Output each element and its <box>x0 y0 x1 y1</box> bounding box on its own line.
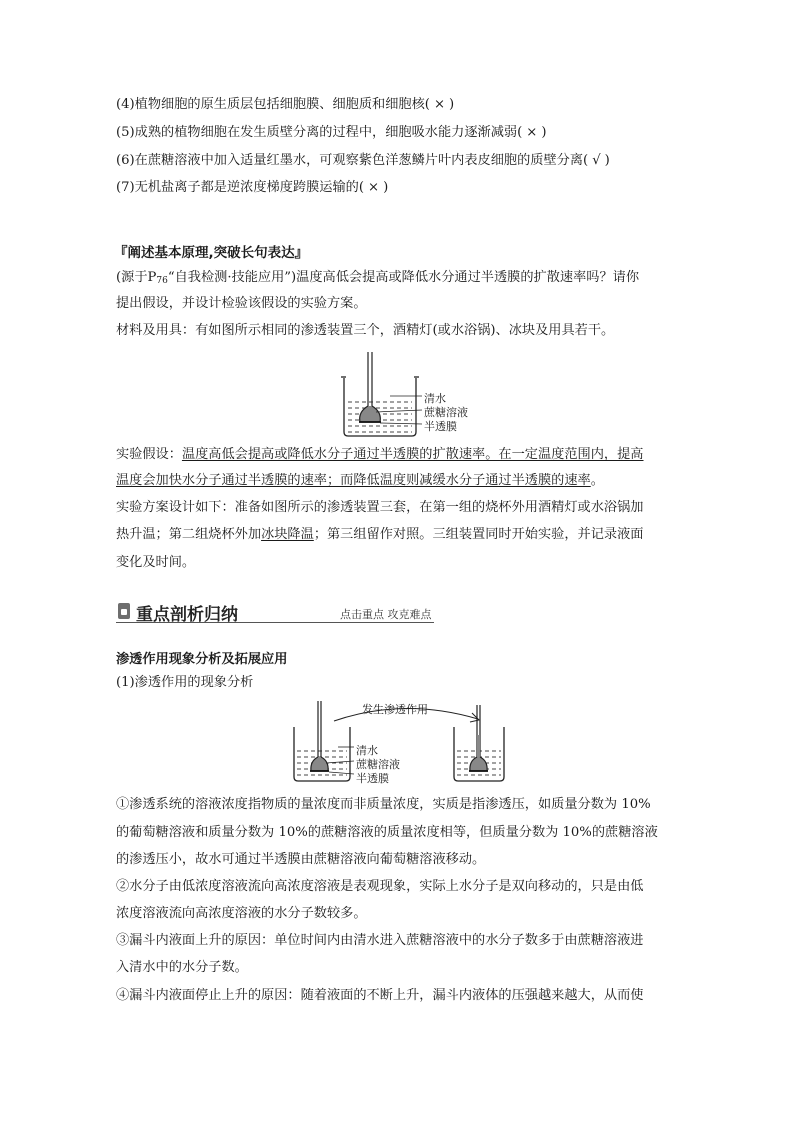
figure-label-membrane: 半透膜 <box>356 772 389 785</box>
plan-line-3: 变化及时间。 <box>116 555 196 570</box>
section-banner <box>116 600 434 623</box>
arrow-label: 发生渗透作用 <box>362 703 428 716</box>
plan-line-1: 实验方案设计如下：准备如图所示的渗透装置三套，在第一组的烧杯外用酒精灯或水浴锅加 <box>116 500 644 515</box>
analysis-line: 的渗透压小，故水可通过半透膜由蔗糖溶液向葡萄糖溶液移动。 <box>116 852 486 867</box>
bookmark-icon <box>118 603 130 619</box>
topic-heading: 渗透作用现象分析及拓展应用 <box>116 652 288 667</box>
materials-line: 材料及用具：有如图所示相同的渗透装置三个，酒精灯(或水浴锅)、冰块及用具若干。 <box>116 323 615 338</box>
analysis-line: ④漏斗内液面停止上升的原因：随着液面的不断上升，漏斗内液体的压强越来越大，从而使 <box>116 988 644 1003</box>
analysis-line: 入清水中的水分子数。 <box>116 960 248 975</box>
answer-mark: × <box>368 180 380 195</box>
judgment-item-5: (5)成熟的植物细胞在发生质壁分离的过程中，细胞吸水能力逐渐减弱( × ) <box>116 125 547 140</box>
analysis-line: ①渗透系统的溶液浓度指物质的量浓度而非质量浓度，实质是指渗透压，如质量分数为 10% <box>116 797 651 812</box>
hypothesis-line-2: 温度会加快水分子通过半透膜的速率；而降低温度则减缓水分子通过半透膜的速率。 <box>116 473 604 488</box>
judgment-item-4: (4)植物细胞的原生质层包括细胞膜、细胞质和细胞核( × ) <box>116 97 455 112</box>
question-line-2: 提出假设，并设计检验该假设的实验方案。 <box>116 296 367 311</box>
answer-mark: √ <box>592 153 601 168</box>
figure-label-membrane: 半透膜 <box>424 420 457 433</box>
figure-label-sucrose: 蔗糖溶液 <box>356 758 400 771</box>
analysis-line: ③漏斗内液面上升的原因：单位时间内由清水进入蔗糖溶液中的水分子数多于由蔗糖溶液进 <box>116 933 644 948</box>
plan-line-2: 热升温；第二组烧杯外加冰块降温；第三组留作对照。三组装置同时开始实验，并记录液面 <box>116 527 644 542</box>
hypothesis-line-1: 实验假设：温度高低会提高或降低水分子通过半透膜的扩散速率。在一定温度范围内，提高 <box>116 447 644 462</box>
section-heading: 『阐述基本原理,突破长句表达』 <box>114 245 309 261</box>
section-subtitle: 点击重点 攻克难点 <box>340 608 432 621</box>
judgment-item-6: (6)在蔗糖溶液中加入适量红墨水，可观察紫色洋葱鳞片叶内表皮细胞的质壁分离( √ ) <box>116 153 610 168</box>
figure-label-sucrose: 蔗糖溶液 <box>424 406 468 419</box>
judgment-item-7: (7)无机盐离子都是逆浓度梯度跨膜运输的( × ) <box>116 180 389 195</box>
answer-mark: × <box>526 125 538 140</box>
question-line-1: (源于$P_{76}“$自我检测·技能应用”)温度高低会提高或降低水分通过半透膜的扩散速率吗？请你 <box>116 270 640 286</box>
figure-label-water: 清水 <box>356 744 378 757</box>
answer-mark: × <box>433 97 446 112</box>
analysis-line: ②水分子由低浓度溶液流向高浓度溶液是表观现象，实际上水分子是双向移动的，只是由低 <box>116 879 644 894</box>
subtopic-line: (1)渗透作用的现象分析 <box>116 675 254 690</box>
figure-label-water: 清水 <box>424 392 446 405</box>
analysis-line: 浓度溶液流向高浓度溶液的水分子数较多。 <box>116 906 367 921</box>
section-title: 重点剖析归纳 <box>136 605 238 625</box>
osmosis-apparatus-figure <box>330 350 480 440</box>
analysis-line: 的葡萄糖溶液和质量分数为 10%的蔗糖溶液的质量浓度相等，但质量分数为 10%的蔗糖溶液 <box>116 825 658 840</box>
